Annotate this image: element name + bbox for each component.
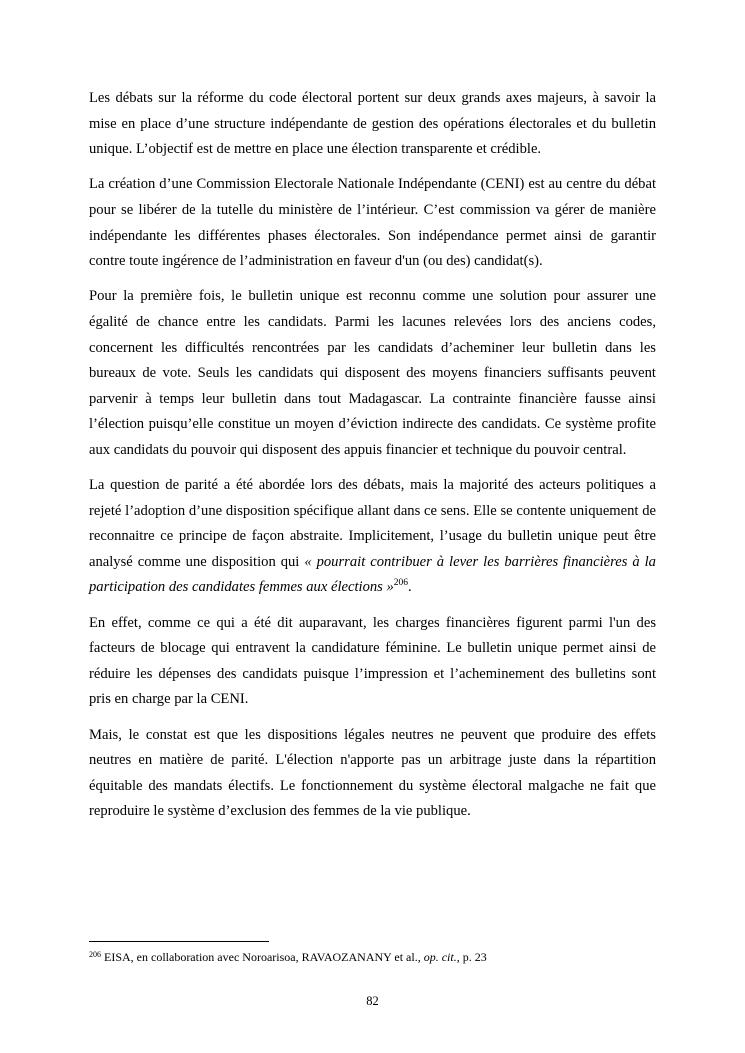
paragraph-3: Pour la première fois, le bulletin unique est reconnu comme une solution pour assurer une égalité de chance entre les candidats. Parmi les lacunes relevées lors des anciens codes, concernent les difficultés rencontrées par les candidats d’acheminer leur bulletin dans les bureaux de vote. Seuls les candidats qui disposent des moyens financiers suffisants peuvent parvenir à temps leur bulletin dans tout Madagascar. La contrainte financière fausse ainsi l’élection puisqu’elle constitue un moyen d’éviction indirecte des candidats. Ce système profite aux candidats du pouvoir qui disposent des appuis financier et technique du pouvoir central. xyxy=(89,288,656,458)
footnote xyxy=(89,949,689,965)
footnote-reference[interactable]: 206 xyxy=(393,578,409,589)
footnote-separator xyxy=(89,941,269,942)
body-text xyxy=(89,86,656,835)
footnote-text-end: , p. 23 xyxy=(456,950,487,964)
footnote-text: EISA, en collaboration avec Noroarisoa, RAVAOZANANY et al., xyxy=(101,950,424,964)
footnote-number: 206 xyxy=(89,950,101,959)
footnote-italic: op. cit. xyxy=(423,950,457,964)
paragraph-4-text: La question de parité a été abordée lors des débats, mais la majorité des acteurs politiques a rejeté l’adoption d’une disposition spécifique allant dans ce sens. Elle se contente uniquement de reconnaitre ce principe de façon abstraite. Implicitement, l’usage du bulletin unique peut être analysé comme une disposition qui xyxy=(89,477,656,570)
paragraph-4 xyxy=(89,473,656,601)
paragraph-2: La création d’une Commission Electorale Nationale Indépendante (CENI) est au centre du débat pour se libérer de la tutelle du ministère de l’intérieur. C’est commission va gérer de manière indépendante les différentes phases électorales. Son indépendance permet ainsi de garantir contre toute ingérence de l’administration en faveur d'un (ou des) candidat(s). xyxy=(89,176,656,270)
paragraph-5: En effet, comme ce qui a été dit auparavant, les charges financières figurent parmi l'un des facteurs de blocage qui entravent la candidature féminine. Le bulletin unique permet ainsi de réduire les dépenses des candidats puisque l’impression et l’acheminement des bulletins sont pris en charge par la CENI. xyxy=(89,614,656,708)
page-number: 82 xyxy=(366,994,379,1008)
paragraph-6: Mais, le constat est que les dispositions légales neutres ne peuvent que produire des effets neutres en matière de parité. L'élection n'apporte pas un arbitrage juste dans la répartition équitable des mandats électifs. Le fonctionnement du système électoral malgache ne fait que reproduire le système d’exclusion des femmes de la vie publique. xyxy=(89,726,656,820)
paragraph-4-quote: « pourrait contribuer à lever les barrières financières à la participation des candidates femmes aux élections » xyxy=(89,553,656,596)
paragraph-4-end: . xyxy=(408,579,412,596)
paragraph-1: Les débats sur la réforme du code électoral portent sur deux grands axes majeurs, à savoir la mise en place d’une structure indépendante de gestion des opérations électorales et du bulletin unique. L’objectif est de mettre en place une élection transparente et crédible. xyxy=(89,90,656,158)
